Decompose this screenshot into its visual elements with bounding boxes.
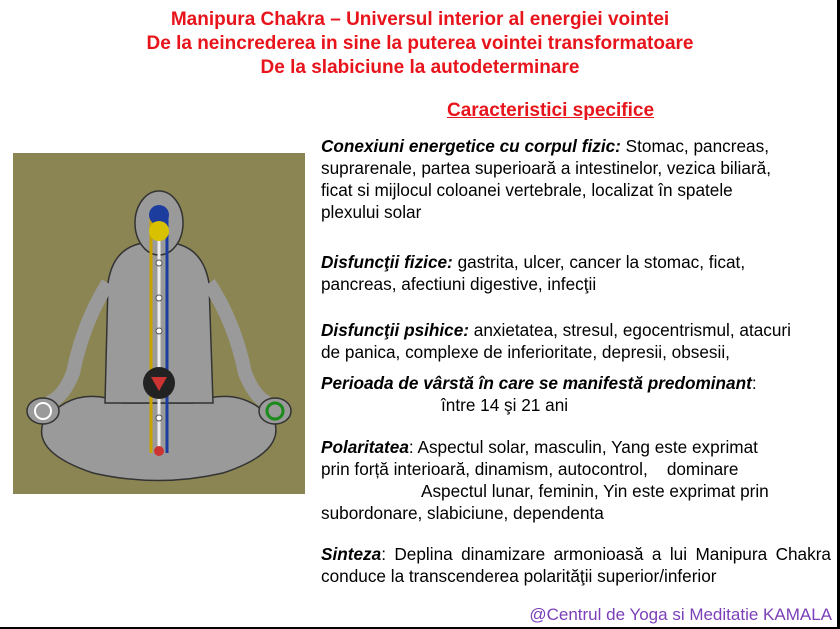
- text: subordonare, slabiciune, dependenta: [321, 503, 604, 523]
- text: gastrita, ulcer, cancer la stomac, ficat,: [452, 252, 746, 272]
- label: Perioada de vârstă în care se manifestă predominant: [321, 373, 752, 393]
- chakra-meditation-illustration: [13, 153, 305, 494]
- text: : Deplina dinamizare armonioasă a lui Manipura Chakra conduce la transcenderea polarităţii superior/inferior: [321, 544, 831, 586]
- section-disfunctii-psihice: [321, 319, 791, 363]
- text: ficat si mijlocul coloanei vertebrale, localizat în spatele: [321, 180, 733, 200]
- title-line-2: De la neincrederea in sine la puterea vointei transformatoare: [146, 33, 694, 54]
- section-polaritate: [321, 436, 769, 524]
- slide-title: [0, 8, 840, 80]
- label: Sinteza: [321, 544, 382, 564]
- section-varsta: [321, 372, 757, 416]
- text: de panica, complexe de inferioritate, depresii, obsesii,: [321, 342, 730, 362]
- text: anxietatea, stresul, egocentrismul, atacuri: [469, 320, 791, 340]
- age-range: între 14 şi 21 ani: [441, 395, 569, 415]
- section-heading: Caracteristici specifice: [447, 100, 655, 121]
- label: Disfuncţii fizice:: [321, 252, 453, 272]
- text: suprarenale, partea superioară a intestinelor, vezica biliară,: [321, 158, 771, 178]
- text: prin forță interioară, dinamism, autocontrol, dominare: [321, 459, 739, 479]
- text: pancreas, afectiuni digestive, infecţii: [321, 274, 597, 294]
- section-conexiuni: [321, 135, 771, 223]
- label: Polaritatea: [321, 437, 409, 457]
- text: Stomac, pancreas,: [620, 136, 769, 156]
- text: plexului solar: [321, 202, 422, 222]
- label: Conexiuni energetice cu corpul fizic:: [321, 136, 621, 156]
- section-disfunctii-fizice: [321, 251, 745, 295]
- section-sinteza: [321, 543, 831, 587]
- text: : Aspectul solar, masculin, Yang este exprimat: [408, 437, 758, 457]
- title-line-1: Manipura Chakra – Universul interior al energiei vointei: [170, 9, 670, 30]
- text: Aspectul lunar, feminin, Yin este exprimat prin: [421, 481, 769, 501]
- label: Disfuncţii psihice:: [321, 320, 470, 340]
- text: :: [751, 373, 757, 393]
- title-line-3: De la slabiciune la autodeterminare: [260, 57, 580, 78]
- footer-credit: @Centrul de Yoga si Meditatie KAMALA: [529, 605, 832, 624]
